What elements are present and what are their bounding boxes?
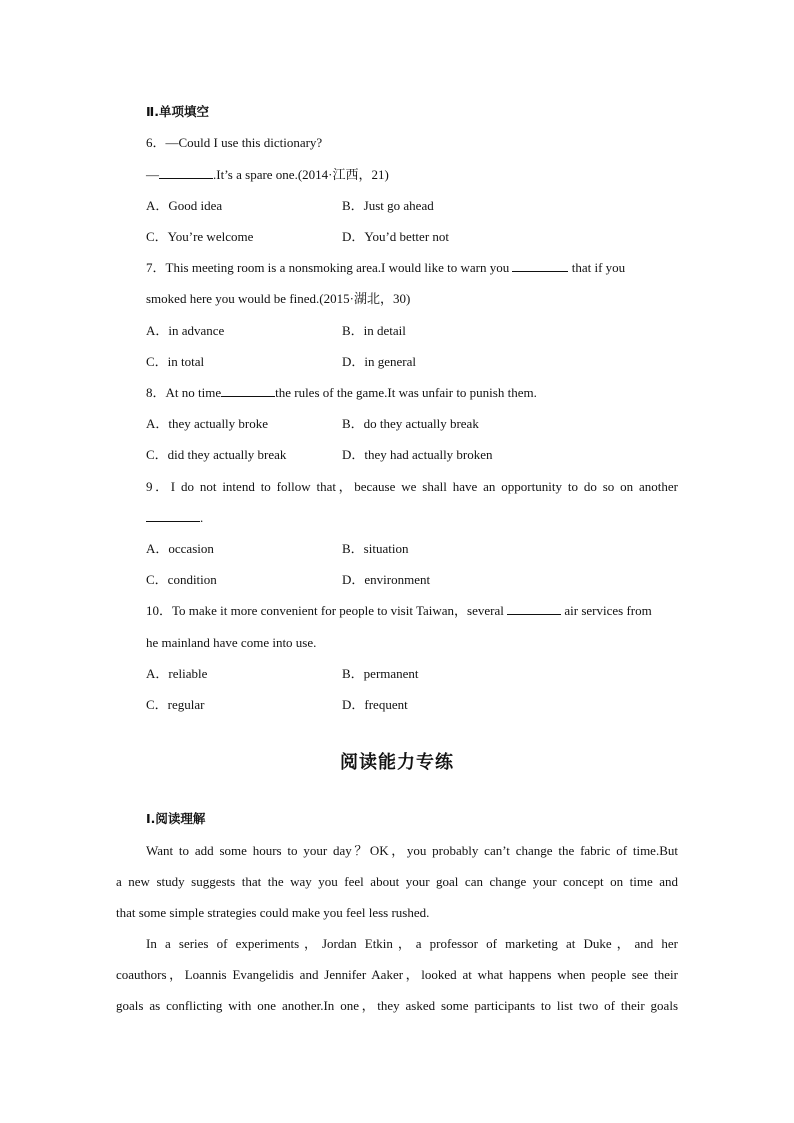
q10-option-b: B．permanent (342, 666, 419, 681)
paragraph-2-line-1: In a series of experiments，Jordan Etkin，a professor of marketing at Duke，and her (146, 936, 678, 951)
question-6-stem: 6．—Could I use this dictionary? (146, 135, 323, 150)
answer-blank (146, 509, 200, 522)
question-9-line2 (146, 509, 203, 527)
q10-option-d: D．frequent (342, 697, 408, 712)
paragraph-2-line-3: goals as conflicting with one another.In one，they asked some participants to list two of their goals (116, 998, 678, 1013)
paragraph-1-line-2: a new study suggests that the way you feel about your goal can change your concept on time and (116, 874, 678, 889)
question-7-line1 (146, 259, 678, 277)
section-title-reading: 阅读能力专练 (340, 752, 454, 773)
answer-blank (159, 166, 213, 179)
paragraph-1-line-1: Want to add some hours to your day？OK，you probably can’t change the fabric of time.But (146, 843, 678, 858)
question-10-line1 (146, 602, 678, 620)
question-7-text-end: that if you (571, 260, 626, 275)
section-heading-multiple-choice: Ⅱ.单项填空 (146, 104, 209, 119)
q9-option-b: B．situation (342, 541, 409, 556)
question-9-period: . (200, 510, 204, 525)
section-heading-reading-comprehension: Ⅰ.阅读理解 (146, 811, 206, 826)
question-10-line2: he mainland have come into use. (146, 635, 317, 650)
q7-option-d: D．in general (342, 354, 417, 369)
answer-blank (512, 259, 568, 272)
q6-option-d: D．You’d better not (342, 229, 450, 244)
question-7-line2: smoked here you would be fined.(2015·湖北，30) (146, 291, 411, 306)
question-9-line1: 9．I do not intend to follow that，because we shall have an opportunity to do so on another (146, 479, 678, 494)
q6-option-b: B．Just go ahead (342, 198, 434, 213)
answer-blank (507, 602, 561, 615)
dash: — (146, 167, 159, 182)
q7-option-c: C．in total (146, 354, 205, 369)
question-10-text-end: air services from (564, 603, 652, 618)
question-6-line2 (146, 166, 389, 184)
q9-option-a: A．occasion (146, 541, 214, 556)
q6-option-c: C．You’re welcome (146, 229, 254, 244)
q8-option-b: B．do they actually break (342, 416, 479, 431)
question-8-text: 8．At no time (146, 385, 222, 400)
question-6-source: .It’s a spare one.(2014·江西，21) (213, 167, 389, 182)
paragraph-1-line-3: that some simple strategies could make you feel less rushed. (116, 905, 430, 920)
question-8-stem (146, 384, 537, 402)
answer-blank (221, 384, 275, 397)
q8-option-c: C．did they actually break (146, 447, 287, 462)
q10-option-a: A．reliable (146, 666, 208, 681)
q10-option-c: C．regular (146, 697, 205, 712)
question-10-text: 10．To make it more convenient for people to visit Taiwan，several (146, 603, 504, 618)
q8-option-a: A．they actually broke (146, 416, 269, 431)
question-7-text: 7．This meeting room is a nonsmoking area.I would like to warn you (146, 260, 510, 275)
question-8-text-end: the rules of the game.It was unfair to punish them. (275, 385, 537, 400)
q8-option-d: D．they had actually broken (342, 447, 493, 462)
q9-option-d: D．environment (342, 572, 431, 587)
q7-option-a: A．in advance (146, 323, 225, 338)
paragraph-2-line-2: coauthors，Loannis Evangelidis and Jennifer Aaker，looked at what happens when people see their (116, 967, 678, 982)
q9-option-c: C．condition (146, 572, 217, 587)
q6-option-a: A．Good idea (146, 198, 223, 213)
q7-option-b: B．in detail (342, 323, 406, 338)
